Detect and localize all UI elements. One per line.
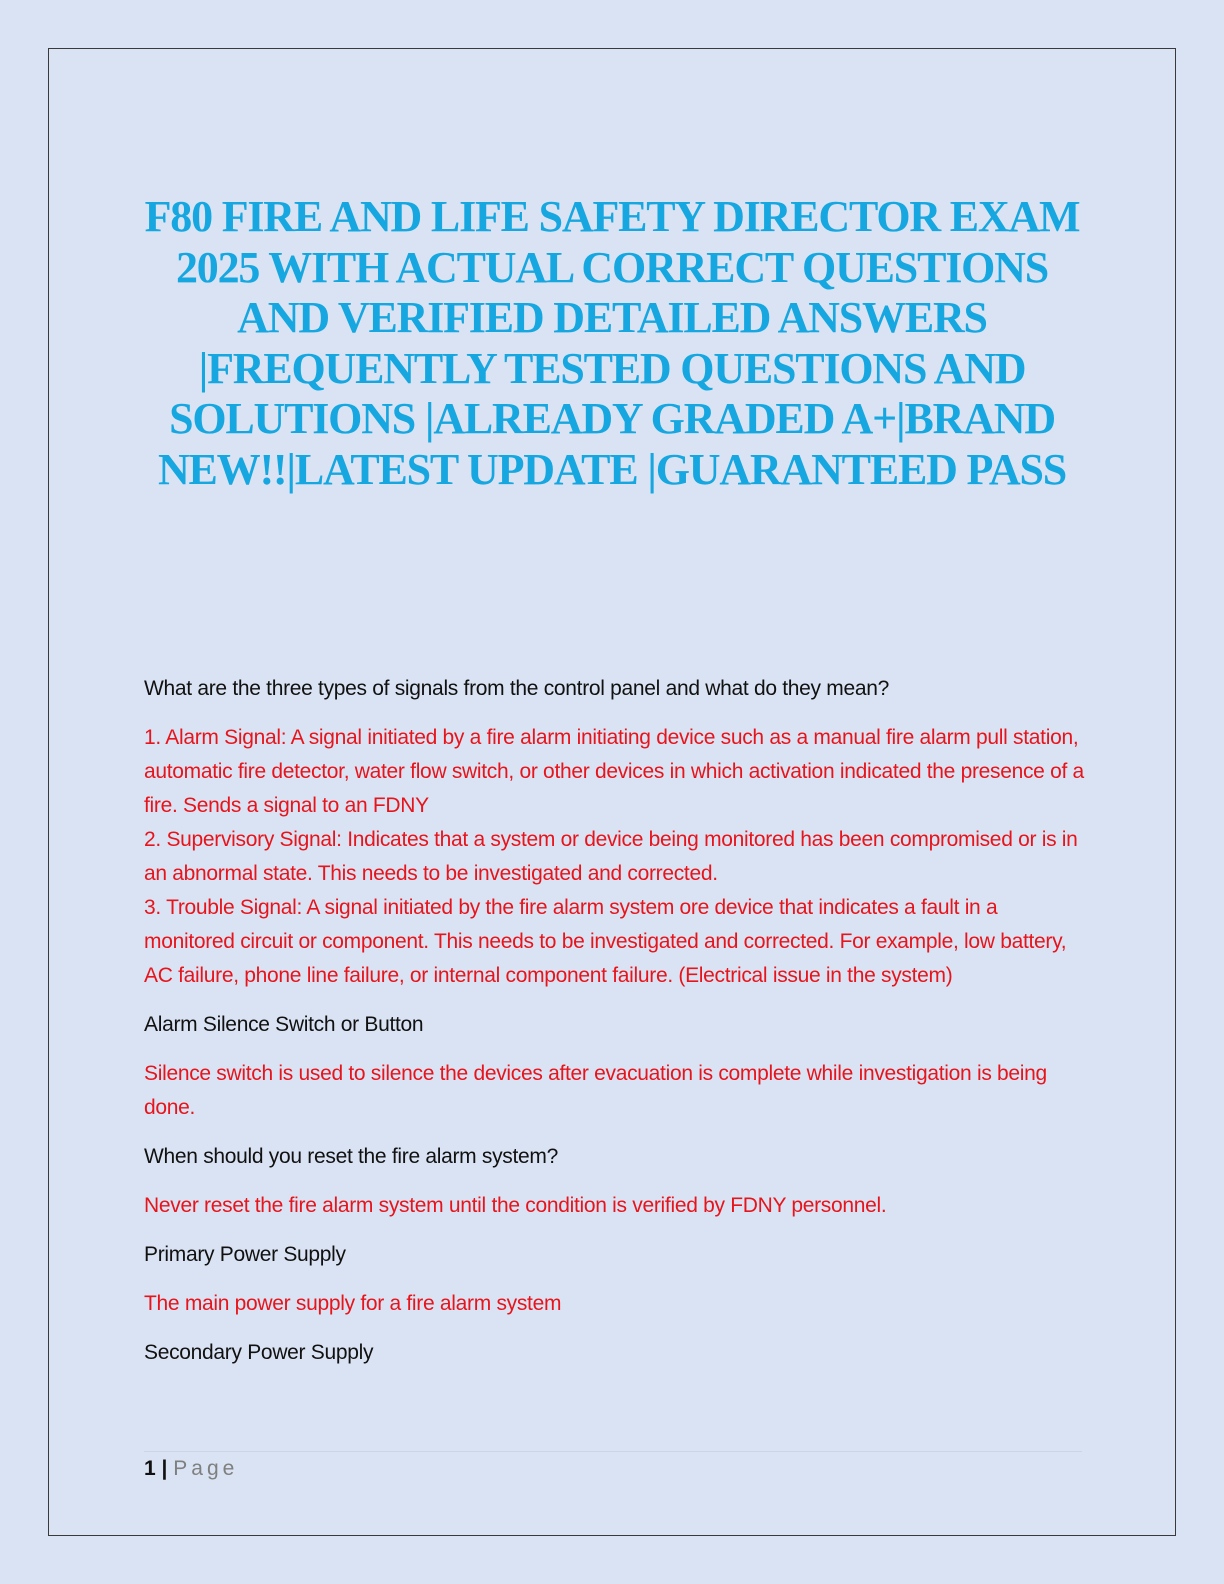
answer-3-line-1: Never reset the fire alarm system until the condition is verified by FDNY personnel. <box>144 1194 887 1217</box>
answer-4 <box>144 1287 1084 1321</box>
question-5: Secondary Power Supply <box>144 1341 374 1364</box>
answer-4-line-1: The main power supply for a fire alarm system <box>144 1292 562 1315</box>
answer-3 <box>144 1189 1084 1223</box>
answer-1-line-1: 1. Alarm Signal: A signal initiated by a fire alarm initiating device such as a manual fire alarm pull station, automatic fire detector, water flow switch, or other devices in which activation indicated the presence of a fire. Sends a signal to an FDNY <box>144 726 1084 817</box>
answer-2-line-1: Silence switch is used to silence the devices after evacuation is complete while investigation is being done. <box>144 1062 1047 1119</box>
answer-2 <box>144 1057 1084 1125</box>
question-2: Alarm Silence Switch or Button <box>144 1013 424 1036</box>
document-title: F80 FIRE AND LIFE SAFETY DIRECTOR EXAM 2025 WITH ACTUAL CORRECT QUESTIONS AND VERIFIED DETAILED ANSWERS |FREQUENTLY TESTED QUESTIONS AND SOLUTIONS |ALREADY GRADED A+|BRAND NEW!!|LATEST UPDATE |GUARANTEED PASS <box>144 192 1080 494</box>
page-footer <box>144 1454 238 1484</box>
qa-content <box>144 672 1084 1385</box>
footer-separator: | <box>161 1457 168 1480</box>
answer-1 <box>144 721 1084 993</box>
question-1: What are the three types of signals from the control panel and what do they mean? <box>144 677 889 700</box>
question-3: When should you reset the fire alarm system? <box>144 1145 558 1168</box>
footer-divider <box>144 1451 1082 1452</box>
answer-1-line-3: 3. Trouble Signal: A signal initiated by the fire alarm system ore device that indicates a fault in a monitored circuit or component. This needs to be investigated and corrected. For example, low battery, AC failure, phone line failure, or internal component failure. (Electrical issue in the system) <box>144 896 1067 987</box>
page-number: 1 <box>144 1457 156 1480</box>
page-label: Page <box>173 1457 239 1480</box>
answer-1-line-2: 2. Supervisory Signal: Indicates that a system or device being monitored has been compromised or is in an abnormal state. This needs to be investigated and corrected. <box>144 828 1078 885</box>
question-4: Primary Power Supply <box>144 1243 346 1266</box>
